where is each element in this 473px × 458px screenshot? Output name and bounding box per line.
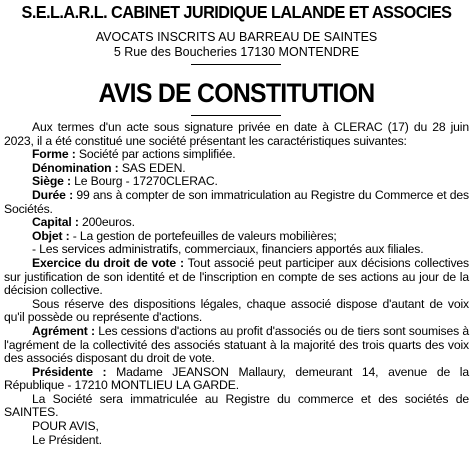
siege-label: Siège : bbox=[32, 174, 71, 189]
presidente-label: Présidente : bbox=[32, 364, 107, 379]
presidente-value: Madame JEANSON Mallaury, demeurant 14, avenue de la République - 17210 MONTLIEU LA GARDE. bbox=[4, 364, 469, 393]
reserve-paragraph: Sous réserve des dispositions légales, chaque associé dispose d'autant de voix qu'il possède ou représente d'actions. bbox=[4, 296, 469, 325]
notice-body bbox=[4, 121, 469, 447]
denomination-value: SAS EDEN. bbox=[118, 160, 186, 175]
forme-label: Forme : bbox=[32, 147, 76, 162]
notice-title: AVIS DE CONSTITUTION bbox=[98, 78, 375, 108]
capital-label: Capital : bbox=[32, 215, 79, 230]
firm-subtitle: AVOCATS INSCRITS AU BARREAU DE SAINTES bbox=[95, 30, 378, 44]
agrement-paragraph bbox=[4, 325, 469, 366]
firm-name: S.E.L.A.R.L. CABINET JURIDIQUE LALANDE ET ASSOCIES bbox=[21, 2, 452, 22]
intro-paragraph: Aux termes d'un acte sous signature privée en date à CLERAC (17) du 28 juin 2023, il a été constitué une société présentant les caractéristiques suivantes: bbox=[4, 120, 469, 148]
objet-line bbox=[4, 230, 469, 244]
siege-line bbox=[4, 175, 469, 189]
divider-bottom bbox=[191, 115, 281, 116]
signature-line: Le Président. bbox=[32, 432, 102, 447]
duree-label: Durée : bbox=[32, 187, 74, 202]
objet-value: - La gestion de portefeuilles de valeurs mobilières; bbox=[69, 228, 337, 243]
immatriculation-line: La Société sera immatriculée au Registre du commerce et des sociétés de SAINTES. bbox=[4, 391, 469, 420]
agrement-value: Les cessions d'actions au profit d'associés ou de tiers sont soumises à l'agrément de la collectivité des associés statuant à la majorité des trois quarts des voix des associés disposant du droit de vote. bbox=[4, 323, 469, 366]
denomination-label: Dénomination : bbox=[32, 160, 119, 175]
presidente-paragraph bbox=[4, 366, 469, 393]
objet-label: Objet : bbox=[32, 228, 70, 243]
vote-paragraph bbox=[4, 257, 469, 298]
duree-value: 99 ans à compter de son immatriculation au Registre du Commerce et des Sociétés. bbox=[4, 187, 469, 216]
duree-line bbox=[4, 189, 469, 216]
denomination-line bbox=[4, 162, 469, 176]
forme-value: Société par actions simplifiée. bbox=[75, 147, 236, 162]
capital-value: 200euros. bbox=[78, 215, 135, 230]
objet-line-2: - Les services administratifs, commerciaux, financiers apportés aux filiales. bbox=[32, 242, 424, 257]
forme-line bbox=[4, 148, 469, 162]
divider-top bbox=[191, 64, 281, 65]
vote-label: Exercice du droit de vote : bbox=[32, 255, 184, 270]
vote-value: Tout associé peut participer aux décisions collectives sur justification de son identité et de l'inscription en compte de ses actions au jour de la décision collective. bbox=[4, 255, 469, 298]
siege-value: Le Bourg - 17270CLERAC. bbox=[70, 174, 218, 189]
pour-avis-line: POUR AVIS, bbox=[32, 419, 99, 434]
agrement-label: Agrément : bbox=[32, 323, 95, 338]
firm-address: 5 Rue des Boucheries 17130 MONTENDRE bbox=[113, 45, 360, 59]
capital-line bbox=[4, 216, 469, 230]
